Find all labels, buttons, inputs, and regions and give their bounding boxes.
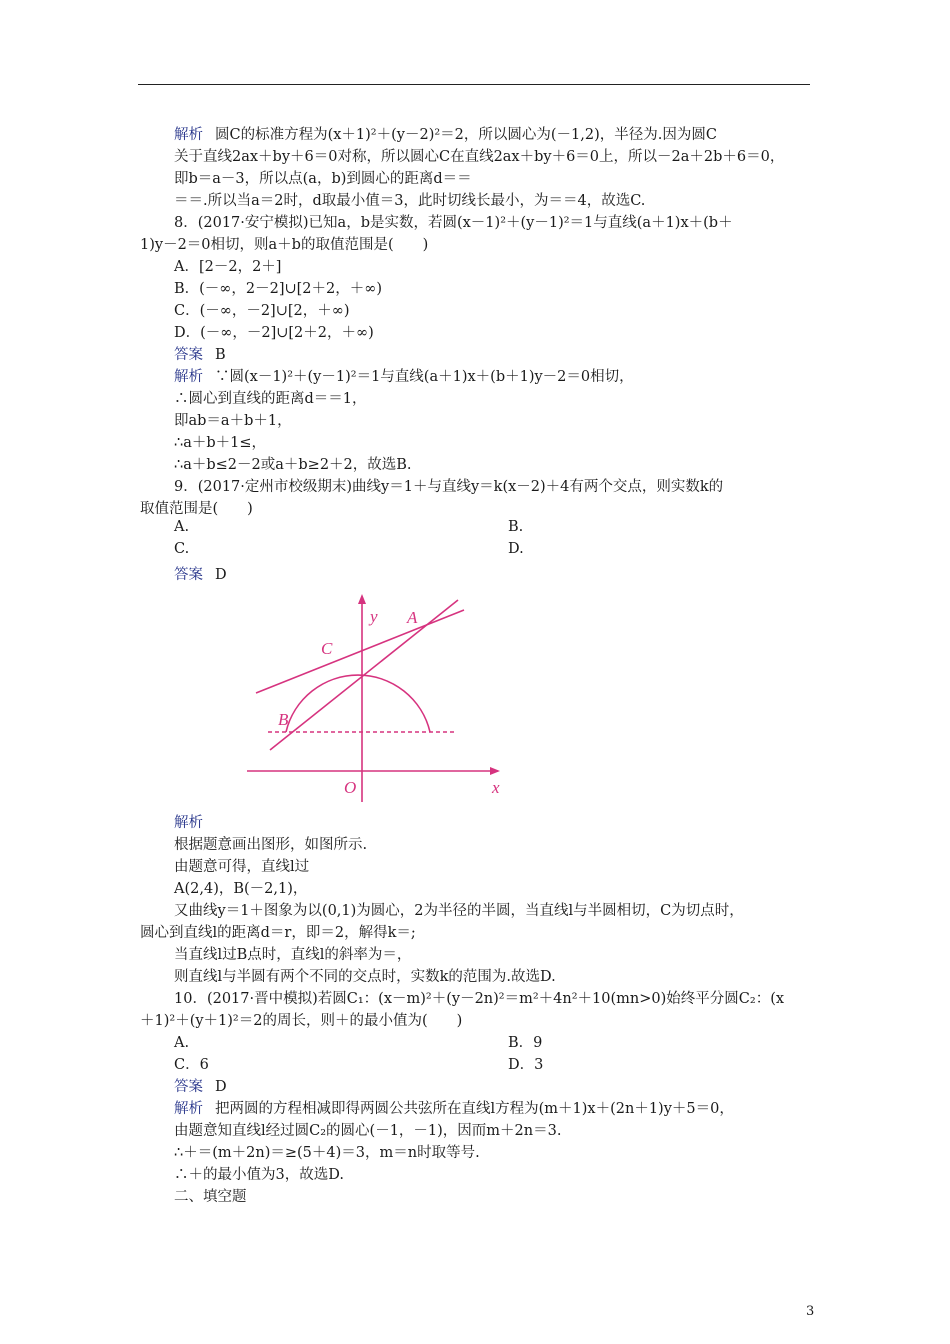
line-text: ∵圆(x－1)²＋(y－1)²＝1与直线(a＋1)x＋(b＋1)y－2＝0相切， [215,369,634,385]
q9-option-a: A. [174,519,190,535]
label-b: B [278,710,289,729]
text-line [174,389,367,409]
line-through-a-b [270,600,458,750]
line-text: 圆心到直线l的距离d＝r，即＝2，解得k＝; [140,925,416,941]
line-text: 根据题意画出图形，如图所示. [174,837,368,853]
line-text: 圆C的标准方程为(x＋1)²＋(y－2)²＝2，所以圆心为(－1,2)，半径为.因为圆C [215,127,717,143]
line-text: ∴＋的最小值为3，故选D. [174,1167,344,1183]
analysis-label: 解析 [174,1101,203,1117]
line-text: 即ab＝a＋b＋1， [174,413,292,429]
analysis-label: 解析 [174,127,203,143]
text-line [174,367,634,387]
text-line [174,1187,247,1207]
text-line [174,1077,227,1097]
q9-option-c: C. [174,541,190,557]
text-line [174,1121,561,1141]
text-line [174,857,309,877]
line-text: D [215,1079,227,1095]
q9-option-b: B. [508,519,524,535]
q10-option-d: D．3 [508,1057,544,1073]
line-text: 把两圆的方程相减即得两圆公共弦所在直线l方程为(m＋1)x＋(2n＋1)y＋5＝0， [215,1101,734,1117]
line-text: B [215,347,226,363]
line-text: C．(－∞，－2]∪[2，＋∞) [174,303,350,319]
text-line [174,345,226,365]
line-text: 取值范围是( ) [140,501,253,517]
text-line [174,301,349,321]
text-line [174,989,784,1009]
text-line [174,169,472,189]
y-axis-arrow [358,594,366,604]
text-line [174,125,717,145]
text-line [174,1165,344,1185]
analysis-label: 解析 [174,815,203,831]
line-text: ∴＋＝(m＋2n)＝≥(5＋4)＝3，m＝n时取等号. [174,1145,480,1161]
text-line [174,257,281,277]
text-line [174,477,723,497]
q10-option-a: A. [174,1035,190,1051]
text-line [174,901,744,921]
semicircle-tangent-figure [230,580,530,805]
label-o: O [344,778,357,797]
line-text: 10．(2017·晋中模拟)若圆C₁：(x－m)²＋(y－2n)²＝m²＋4n²＋10(mn>0)始终平分圆C₂：(x [174,991,785,1007]
line-text: 二、填空题 [174,1189,247,1205]
page-number: 3 [806,1304,815,1319]
line-text: 当直线l过B点时，直线l的斜率为＝， [174,947,412,963]
label-a: A [407,608,418,627]
label-x: x [492,778,500,797]
line-text: 由题意可得，直线l过 [174,859,310,875]
line-text: 即b＝a－3，所以点(a，b)到圆心的距离d＝＝ [174,171,472,187]
text-line [174,433,266,453]
text-line [174,879,307,899]
text-line [174,191,645,211]
line-text: D [215,567,227,583]
text-line [140,1011,462,1031]
line-text: ＋1)²＋(y＋1)²＝2的周长，则＋的最小值为( ) [140,1013,463,1029]
label-c: C [321,639,333,658]
line-text: A(2,4)，B(－2,1)， [174,881,308,897]
tangent-line [256,610,464,693]
text-line [174,279,382,299]
line-text: ∴a＋b＋1≤， [174,435,267,451]
line-text: ∴圆心到直线的距离d＝＝1， [174,391,367,407]
text-line [174,1143,480,1163]
line-text: 则直线l与半圆有两个不同的交点时，实数k的范围为.故选D. [174,969,556,985]
answer-label: 答案 [174,567,203,583]
x-axis-arrow [490,767,500,775]
line-text: ＝＝.所以当a＝2时，d取最小值＝3，此时切线长最小，为＝＝4，故选C. [174,193,646,209]
analysis-label: 解析 [174,369,203,385]
line-text: 1)y－2＝0相切，则a＋b的取值范围是( ) [140,237,429,253]
line-text: A．[2－2，2＋] [174,259,282,275]
text-line [174,945,411,965]
answer-label: 答案 [174,1079,203,1095]
text-line [174,835,367,855]
q10-option-c: C．6 [174,1057,209,1073]
text-line [174,213,733,233]
text-line [174,813,215,833]
q10-option-b: B．9 [508,1035,543,1051]
text-line [174,323,374,343]
line-text: D．(－∞，－2]∪[2＋2，＋∞) [174,325,374,341]
text-line [174,967,556,987]
line-text: 9．(2017·定州市校级期末)曲线y＝1＋与直线y＝k(x－2)＋4有两个交点，则实数k的 [174,479,724,495]
line-text: B．(－∞，2－2]∪[2＋2，＋∞) [174,281,382,297]
q9-option-d: D. [508,541,524,557]
line-text: 又曲线y＝1＋图象为以(0,1)为圆心，2为半径的半圆，当直线l与半圆相切，C为切点时， [174,903,744,919]
text-line [174,455,412,475]
line-text: 8．(2017·安宁模拟)已知a，b是实数，若圆(x－1)²＋(y－1)²＝1与直线(a＋1)x＋(b＋ [174,215,733,231]
text-line [174,411,292,431]
line-text: ∴a＋b≤2－2或a＋b≥2＋2，故选B. [174,457,412,473]
text-line [140,923,416,943]
line-text: 由题意知直线l经过圆C₂的圆心(－1，－1)，因而m＋2n＝3. [174,1123,562,1139]
semicircle [286,675,430,732]
header-rule [138,84,810,85]
text-line [140,235,428,255]
text-line [140,499,253,519]
label-y: y [370,607,378,626]
line-text: 关于直线2ax＋by＋6＝0对称，所以圆心C在直线2ax＋by＋6＝0上，所以－2a＋2b＋6＝0， [174,149,785,165]
answer-label: 答案 [174,347,203,363]
text-line [174,147,784,167]
text-line [174,565,227,585]
text-line [174,1099,734,1119]
